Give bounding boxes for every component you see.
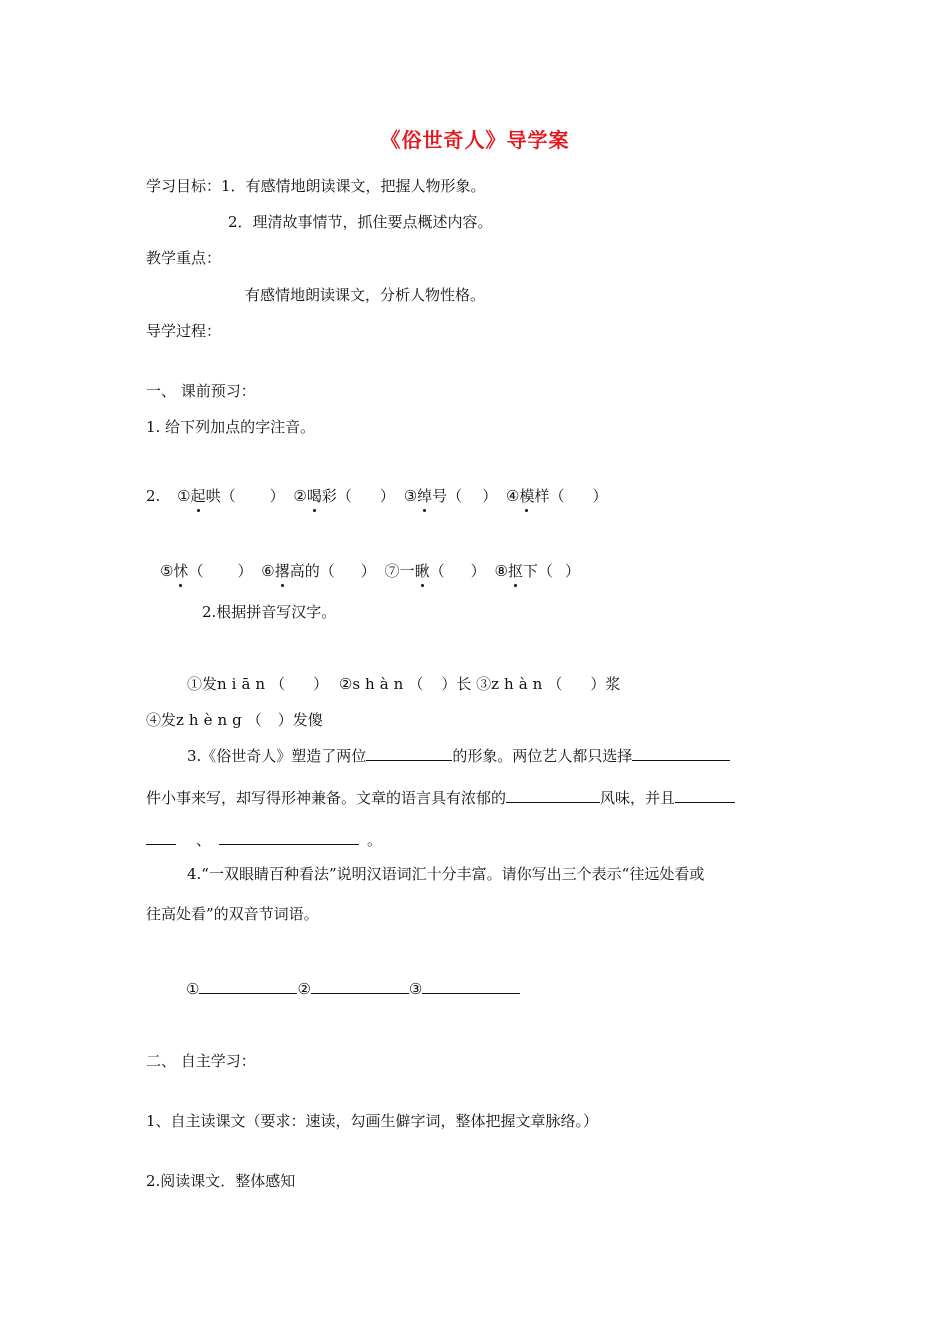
answer-blank[interactable] (311, 979, 409, 994)
pinyin-row-2: ④发zhèng（ ）发傻 (146, 711, 323, 729)
phonetic-row-2 (160, 561, 580, 581)
answer-blank[interactable] (199, 979, 297, 994)
phonetic-row-1 (146, 486, 608, 506)
pinyin-item: ②shàn（ ）长 (338, 675, 472, 693)
dotted-character: 抠 (507, 562, 523, 580)
phonetic-item: ⑧抠下（ ） (494, 562, 580, 580)
phonetic-item: ③绰号（ ） (403, 487, 498, 505)
process-label: 导学过程： (146, 322, 222, 340)
goal-item-2: 2．理清故事情节，抓住要点概述内容。 (228, 213, 493, 231)
section2-item-1: 1、自主读课文（要求：速读，勾画生僻字词，整体把握文章脉络。） (146, 1112, 599, 1130)
question-3-line-3: 、 。 (146, 830, 382, 850)
phonetic-item: ①起哄（ ） (177, 487, 285, 505)
answer-blank[interactable] (632, 746, 730, 761)
section2-item-2: 2.阅读课文．整体感知 (146, 1172, 296, 1190)
pinyin-question: 2.根据拼音写汉字。 (202, 603, 337, 621)
phonetic-item: ⑥撂高的（ ） (261, 562, 376, 580)
key-points-text: 有感情地朗读课文，分析人物性格。 (245, 286, 486, 304)
question-4-answers: ① ② ③ (186, 979, 520, 999)
pinyin-row-1 (187, 674, 620, 694)
dotted-character: 起 (190, 487, 206, 505)
section2-heading: 二、 自主学习： (146, 1052, 256, 1070)
pinyin-item: ①发niān（ ） (187, 675, 329, 693)
goals-line-1 (146, 176, 486, 196)
answer-blank[interactable] (366, 746, 452, 761)
answer-blank[interactable] (146, 830, 176, 845)
answer-blank[interactable] (422, 979, 520, 994)
question-1: 1. 给下列加点的字注音。 (146, 418, 316, 436)
phonetic-item: ②喝彩（ ） (293, 487, 395, 505)
document-title: 《俗世奇人》导学案 (380, 128, 570, 152)
phonetic-item: ④模样（ ） (505, 487, 608, 505)
dotted-character: 撂 (274, 562, 290, 580)
answer-blank[interactable] (506, 788, 600, 803)
question-4-line-2: 往高处看”的双音节词语。 (146, 905, 319, 923)
goals-label: 学习目标： (146, 177, 222, 195)
question-2-number: 2. (146, 487, 161, 505)
question-3-line-2: 件小事来写，却写得形神兼备。文章的语言具有浓郁的 风味，并且 (146, 788, 735, 808)
phonetic-item: ⑤怵（ ） (160, 562, 253, 580)
dotted-character: 怵 (173, 562, 189, 580)
phonetic-item: ⑦一瞅（ ） (384, 562, 486, 580)
pinyin-item: ③zhàn（ ）浆 (476, 675, 621, 693)
key-points-label: 教学重点： (146, 249, 222, 267)
dotted-character: 喝 (306, 487, 322, 505)
answer-blank[interactable] (219, 830, 359, 845)
answer-blank[interactable] (675, 788, 735, 803)
question-4-line-1: 4.“一双眼睛百种看法”说明汉语词汇十分丰富。请你写出三个表示“往远处看或 (187, 865, 705, 883)
dotted-character: 瞅 (414, 562, 430, 580)
question-3-line-1: 3.《俗世奇人》塑造了两位 的形象。两位艺人都只选择 (187, 746, 730, 766)
goal-item-1: 1．有感情地朗读课文，把握人物形象。 (221, 177, 486, 195)
dotted-character: 模 (519, 487, 535, 505)
dotted-character: 绰 (417, 487, 433, 505)
section1-heading: 一、 课前预习： (146, 382, 256, 400)
